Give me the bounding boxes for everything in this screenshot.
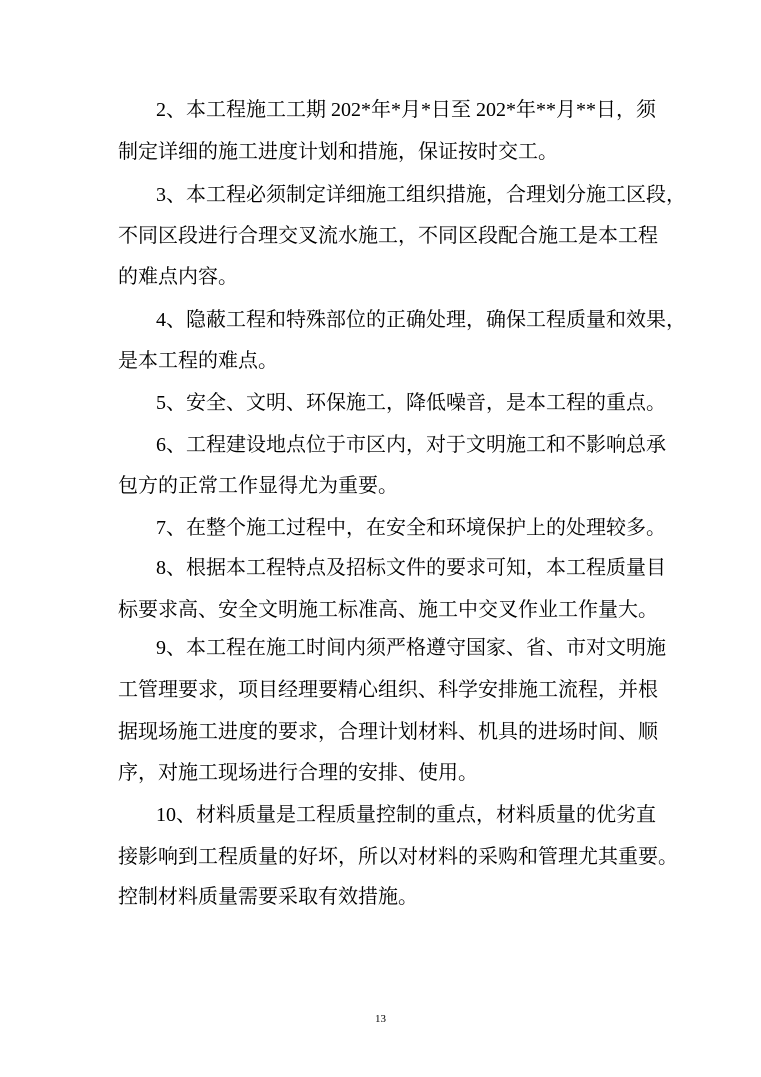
text-line: 据现场施工进度的要求，合理计划材料、机具的进场时间、顺	[118, 721, 658, 743]
text-line: 控制材料质量需要采取有效措施。	[118, 886, 418, 908]
text-line: 是本工程的难点。	[118, 350, 278, 372]
text-line: 3、本工程必须制定详细施工组织措施，合理划分施工区段，	[156, 184, 686, 206]
text-line: 接影响到工程质量的好坏，所以对材料的采购和管理尤其重要。	[118, 846, 678, 868]
text-line: 工管理要求，项目经理要精心组织、科学安排施工流程，并根	[118, 679, 658, 701]
text-line: 8、根据本工程特点及招标文件的要求可知，本工程质量目	[156, 557, 666, 579]
text-line: 不同区段进行合理交叉流水施工，不同区段配合施工是本工程	[118, 225, 658, 247]
text-line: 2、本工程施工工期 202*年*月*日至 202*年**月**日，须	[156, 99, 656, 121]
text-line: 制定详细的施工进度计划和措施，保证按时交工。	[118, 141, 558, 163]
page-number: 13	[375, 1013, 386, 1025]
text-line: 的难点内容。	[118, 266, 238, 288]
text-line: 9、本工程在施工时间内须严格遵守国家、省、市对文明施	[156, 637, 666, 659]
text-line: 序，对施工现场进行合理的安排、使用。	[118, 762, 478, 784]
text-line: 6、工程建设地点位于市区内，对于文明施工和不影响总承	[156, 434, 666, 456]
text-line: 10、材料质量是工程质量控制的重点，材料质量的优劣直	[156, 804, 656, 826]
text-line: 包方的正常工作显得尤为重要。	[118, 475, 398, 497]
text-line: 7、在整个施工过程中，在安全和环境保护上的处理较多。	[156, 517, 666, 539]
text-line: 标要求高、安全文明施工标准高、施工中交叉作业工作量大。	[118, 599, 658, 621]
text-line: 5、安全、文明、环保施工，降低噪音，是本工程的重点。	[156, 392, 666, 414]
text-line: 4、隐蔽工程和特殊部位的正确处理，确保工程质量和效果，	[156, 309, 686, 331]
